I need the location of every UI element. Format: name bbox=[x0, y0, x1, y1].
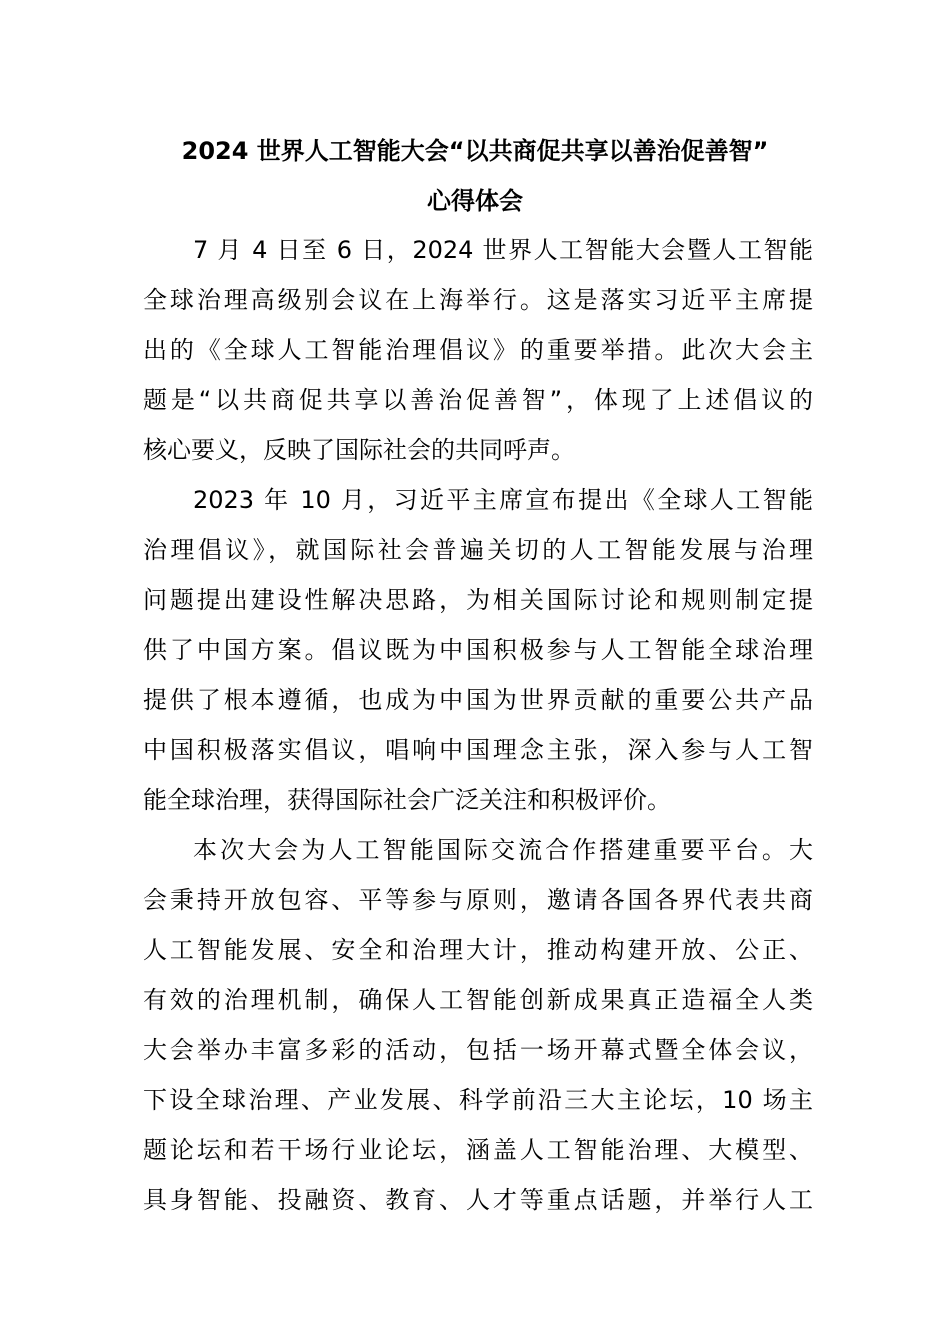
paragraph-2-line-6: 中国积极落实倡议，唱响中国理念主张，深入参与人工智 bbox=[143, 736, 813, 764]
paragraph-3-line-8: 具身智能、投融资、教育、人才等重点话题，并举行人工 bbox=[143, 1186, 813, 1214]
paragraph-2-line-7: 能全球治理，获得国际社会广泛关注和积极评价。 bbox=[143, 786, 671, 814]
paragraph-3-line-5: 大会举办丰富多彩的活动，包括一场开幕式暨全体会议， bbox=[143, 1036, 813, 1064]
paragraph-3-line-7: 题论坛和若干场行业论坛，涵盖人工智能治理、大模型、 bbox=[143, 1136, 813, 1164]
paragraph-3-line-6: 下设全球治理、产业发展、科学前沿三大主论坛，10 场主 bbox=[143, 1086, 813, 1114]
paragraph-1-line-4: 题是“以共商促共享以善治促善智”，体现了上述倡议的 bbox=[143, 386, 813, 414]
paragraph-2-line-1: 2023 年 10 月，习近平主席宣布提出《全球人工智能 bbox=[193, 486, 813, 514]
paragraph-3-line-1: 本次大会为人工智能国际交流合作搭建重要平台。大 bbox=[193, 836, 813, 864]
paragraph-2-line-3: 问题提出建设性解决思路，为相关国际讨论和规则制定提 bbox=[143, 586, 813, 614]
paragraph-1-line-2: 全球治理高级别会议在上海举行。这是落实习近平主席提 bbox=[143, 286, 813, 314]
paragraph-3-line-4: 有效的治理机制，确保人工智能创新成果真正造福全人类 bbox=[143, 986, 813, 1014]
document-subtitle: 心得体会 bbox=[427, 187, 523, 215]
paragraph-2-line-2: 治理倡议》，就国际社会普遍关切的人工智能发展与治理 bbox=[143, 536, 813, 564]
paragraph-1-line-1: 7 月 4 日至 6 日，2024 世界人工智能大会暨人工智能 bbox=[193, 236, 813, 264]
paragraph-2-line-4: 供了中国方案。倡议既为中国积极参与人工智能全球治理 bbox=[143, 636, 813, 664]
document-title: 2024 世界人工智能大会“以共商促共享以善治促善智” bbox=[181, 137, 769, 165]
paragraph-2-line-5: 提供了根本遵循，也成为中国为世界贡献的重要公共产品 bbox=[143, 686, 813, 714]
paragraph-3-line-2: 会秉持开放包容、平等参与原则，邀请各国各界代表共商 bbox=[143, 886, 813, 914]
paragraph-1-line-5: 核心要义，反映了国际社会的共同呼声。 bbox=[143, 436, 575, 464]
paragraph-3-line-3: 人工智能发展、安全和治理大计，推动构建开放、公正、 bbox=[143, 936, 813, 964]
paragraph-1-line-3: 出的《全球人工智能治理倡议》的重要举措。此次大会主 bbox=[143, 336, 813, 364]
